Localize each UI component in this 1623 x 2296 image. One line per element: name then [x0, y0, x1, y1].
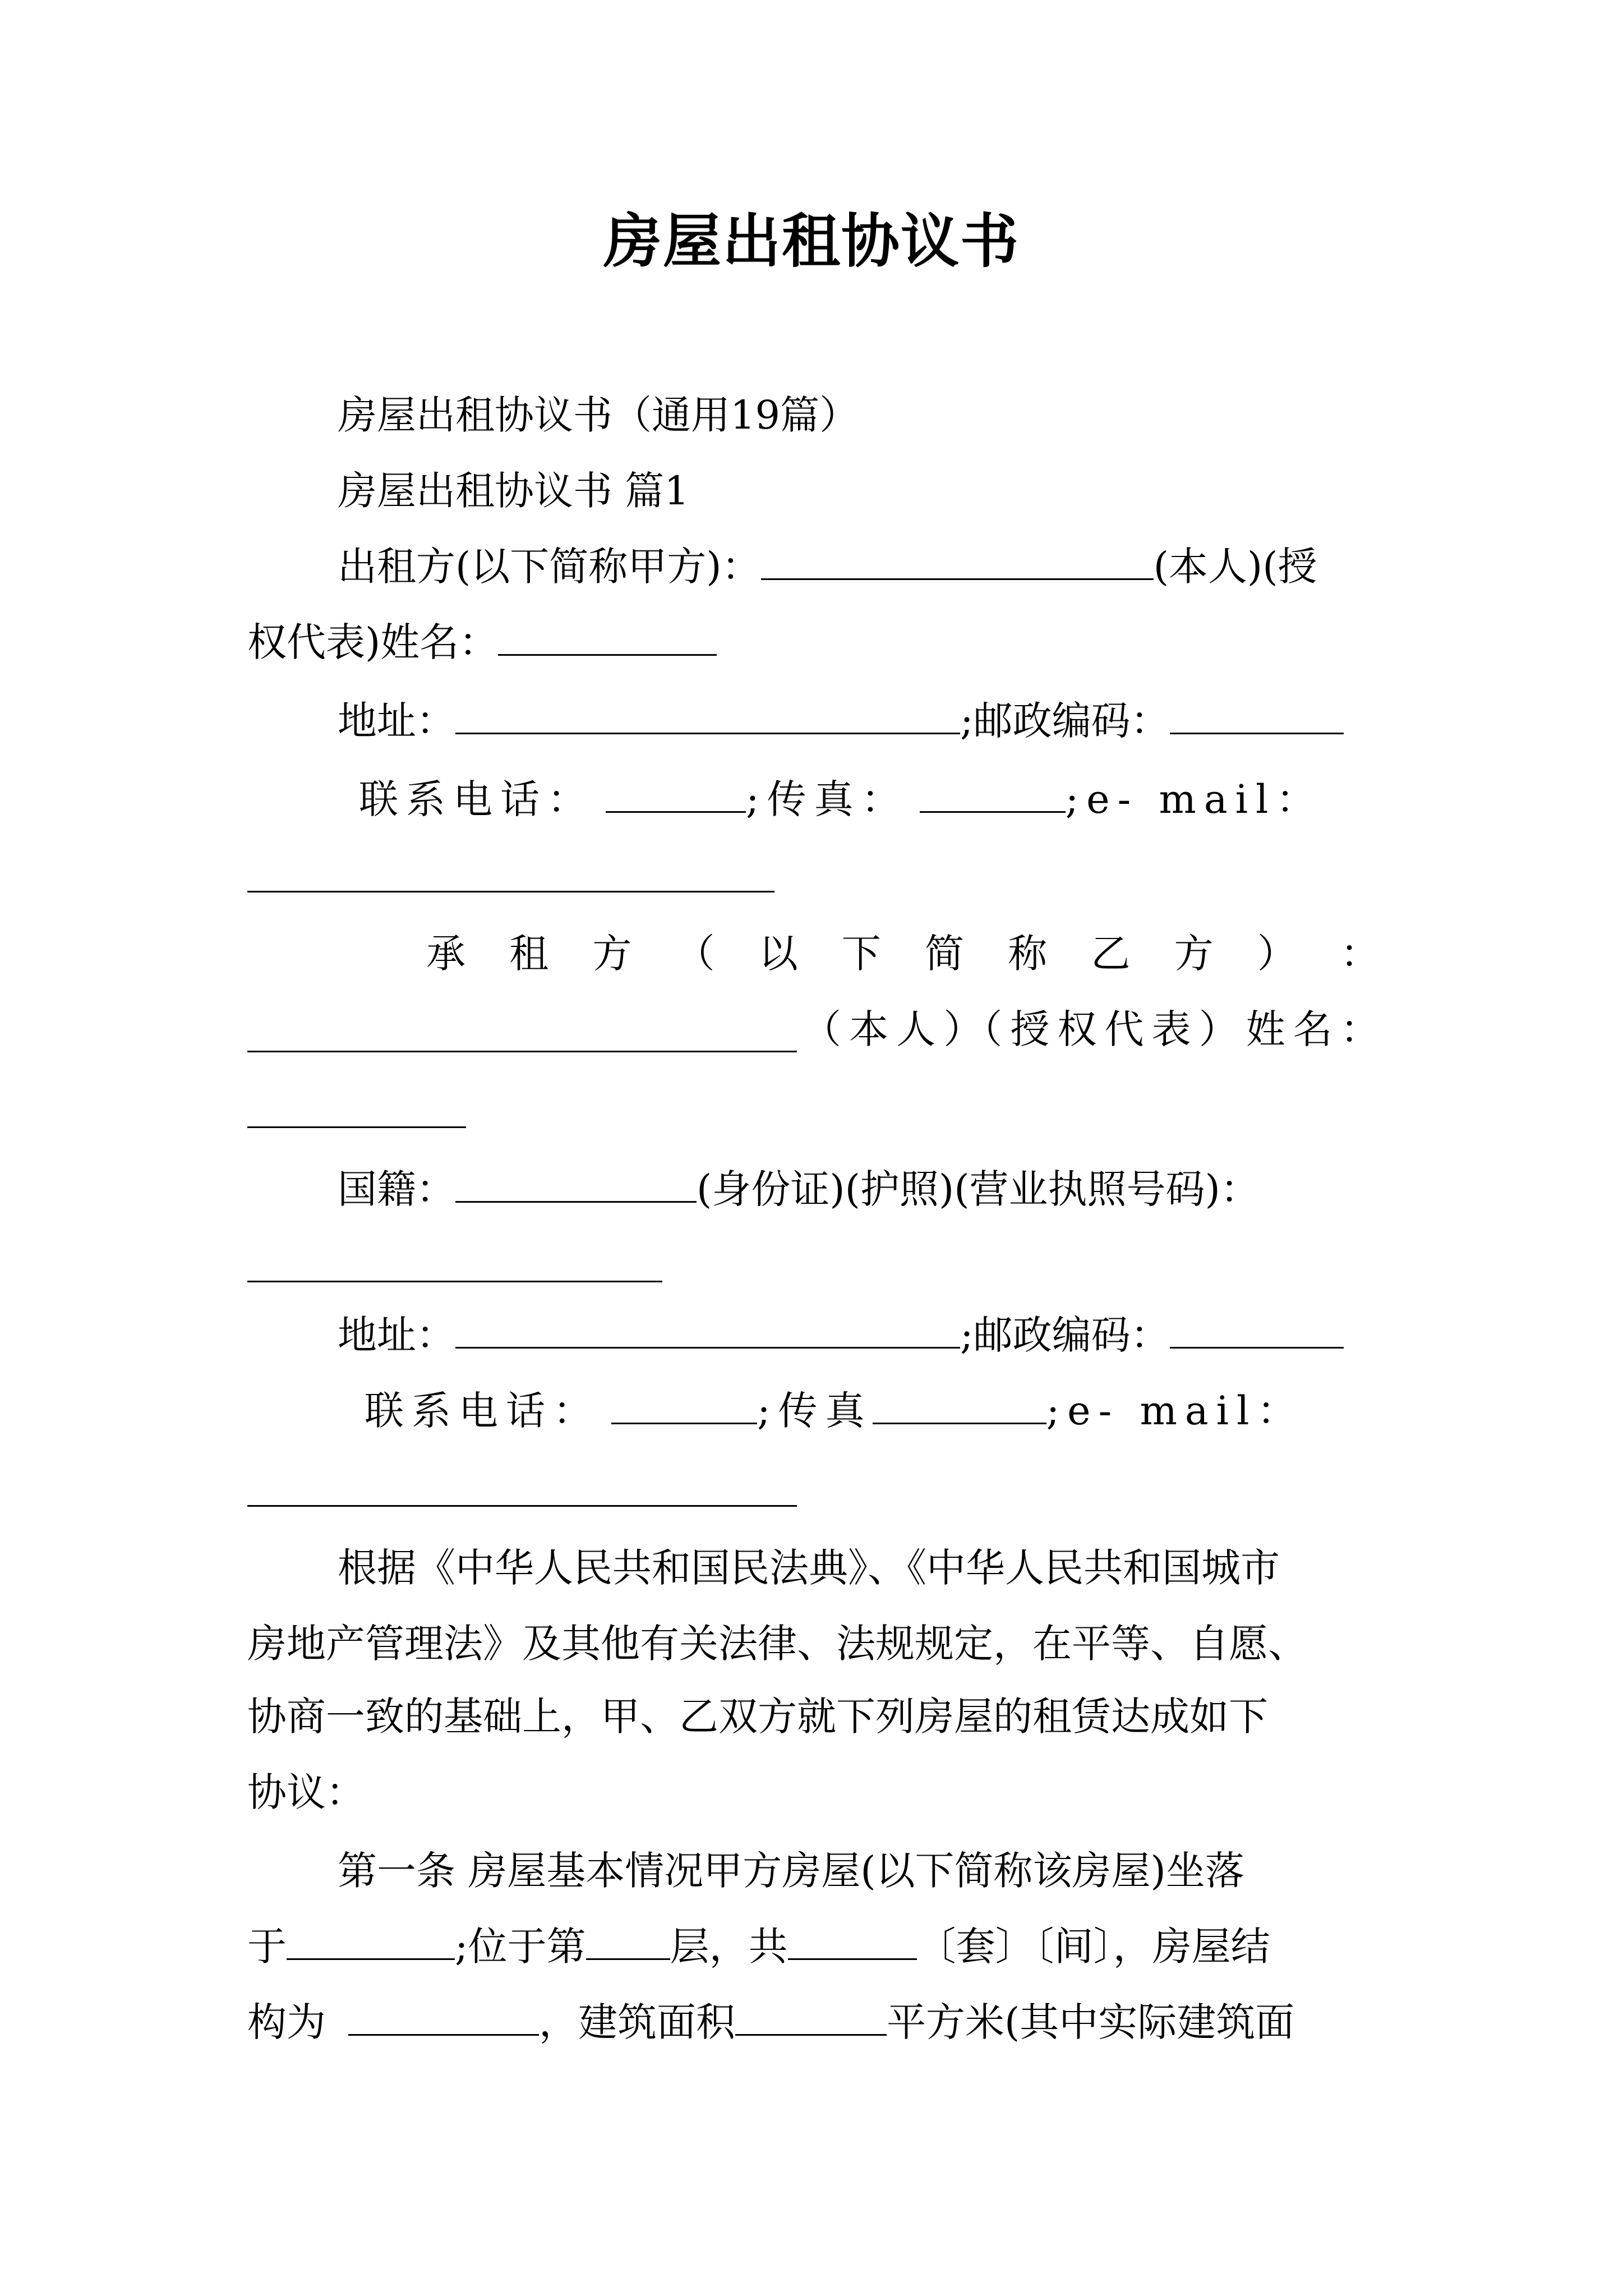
lessor-blank [761, 540, 1154, 580]
intro-line-1: 根据《中华人民共和国民法典》、《中华人民共和国城市 [338, 1545, 1280, 1591]
lessee-agent-char: 名 [1293, 1006, 1332, 1052]
article1-structure-blank [348, 1996, 539, 2036]
lessee-label-char: 方 [1174, 931, 1214, 977]
lessee-label-char: （ [675, 931, 715, 977]
lessee-agent-char: ）（ [943, 1006, 1003, 1052]
article1-floor-label: ;位于第 [455, 1924, 586, 1970]
lessor-self-agent: (本人)(授 [1153, 544, 1317, 590]
lessee-agent-char: 姓 [1246, 1006, 1285, 1052]
lessee-nationality-blank [455, 1163, 697, 1203]
lessor-email-label: ;e- mail： [1065, 776, 1324, 822]
lessee-label-char: 下 [841, 931, 881, 977]
lessee-label-char: 称 [1008, 931, 1048, 977]
lessor-phone-label: 联系电话： [359, 776, 594, 822]
lessor-address-label: 地址： [338, 698, 455, 744]
article1-area-unit: 平方米(其中实际建筑面 [887, 1999, 1295, 2045]
article1-total-label: 层，共 [670, 1924, 788, 1970]
article1-line-3 [247, 1994, 1386, 2050]
lessee-self-agent-line [802, 1001, 1380, 1057]
lessee-email-blank [247, 1503, 797, 1507]
lessor-address-line [338, 693, 1386, 749]
lessee-name-blank [247, 1125, 466, 1128]
lessee-postcode-label: ;邮政编码： [960, 1312, 1170, 1358]
lessor-name-line [247, 614, 1386, 670]
lessor-line [338, 539, 1386, 595]
lessee-agent-char: 代 [1104, 1006, 1144, 1052]
lessor-name-blank [498, 616, 717, 656]
intro-line-3: 协商一致的基础上，甲、乙双方就下列房屋的租赁达成如下 [247, 1694, 1268, 1740]
lessee-agent-char: （ [802, 1006, 841, 1052]
article1-line-2 [247, 1918, 1386, 1975]
lessor-fax-label: ;传真： [746, 776, 909, 822]
lessee-label-line [426, 926, 1380, 982]
lessee-address-line [338, 1307, 1386, 1363]
document-subtitle: 房屋出租协议书（通用19篇） [338, 392, 859, 438]
lessee-label-char: 方 [592, 931, 632, 977]
article1-structure-label: 构为 [247, 1999, 326, 2045]
lessor-label: 出租方(以下简称甲方)： [338, 544, 761, 590]
lessee-fax-label: ;传真 [757, 1388, 873, 1434]
lessee-agent-char: ： [1340, 1006, 1380, 1052]
lessee-agent-char: 本 [849, 1006, 889, 1052]
lessee-agent-char: 授 [1010, 1006, 1050, 1052]
article1-line-1: 第一条 房屋基本情况甲方房屋(以下简称该房屋)坐落 [338, 1848, 1244, 1894]
lessee-phone-blank [611, 1384, 757, 1424]
lessee-nationality-line [338, 1161, 1386, 1217]
document-title: 房屋出租协议书 [603, 206, 1020, 275]
lessor-name-label: 权代表)姓名： [247, 619, 499, 665]
article1-area-blank [735, 1996, 887, 2036]
lessee-address-label: 地址： [338, 1312, 455, 1358]
lessor-postcode-label: ;邮政编码： [960, 698, 1170, 744]
lessee-address-blank [455, 1309, 960, 1349]
lessee-contact-line [365, 1383, 1363, 1439]
lessee-label-char: 承 [426, 931, 465, 977]
lessee-email-label: ;e- mail： [1046, 1388, 1304, 1434]
lessor-address-blank [455, 694, 960, 734]
lessee-agent-char: ） [1198, 1006, 1238, 1052]
lessee-label-char: ） [1257, 931, 1297, 977]
lessee-label-char: 以 [758, 931, 798, 977]
article1-floor-blank [586, 1920, 670, 1960]
article1-area-label: ，建筑面积 [539, 1999, 735, 2045]
lessee-label-char: ： [1340, 931, 1380, 977]
intro-line-4: 协议： [247, 1769, 365, 1815]
lessee-agent-char: 权 [1057, 1006, 1097, 1052]
lessee-phone-label: 联系电话： [365, 1388, 600, 1434]
lessee-label-char: 乙 [1091, 931, 1131, 977]
lessee-nationality-label: 国籍： [338, 1166, 455, 1212]
lessee-id-blank [247, 1279, 662, 1282]
article1-units-blank [788, 1920, 917, 1960]
article1-located-label: 于 [247, 1924, 287, 1970]
lessee-label-char: 简 [925, 931, 965, 977]
lessee-id-label: (身份证)(护照)(营业执照号码)： [697, 1166, 1260, 1212]
lessee-postcode-blank [1170, 1309, 1344, 1349]
lessor-phone-blank [606, 773, 746, 813]
lessor-fax-blank [920, 773, 1066, 813]
lessee-fax-blank [873, 1384, 1046, 1424]
lessee-label-char: 租 [509, 931, 549, 977]
intro-line-2: 房地产管理法》及其他有关法律、法规规定，在平等、自愿、 [247, 1621, 1307, 1667]
lessee-blank [247, 1049, 797, 1052]
lessor-email-blank [247, 889, 774, 892]
article1-location-blank [287, 1920, 455, 1960]
lessor-postcode-blank [1170, 694, 1344, 734]
lessee-agent-char: 表 [1151, 1006, 1191, 1052]
lessee-agent-char: 人 [896, 1006, 936, 1052]
article1-unit-type: 〔套〕〔间〕，房屋结 [916, 1924, 1270, 1970]
lessor-contact-line [359, 771, 1363, 827]
chapter-heading: 房屋出租协议书 篇1 [338, 468, 689, 514]
